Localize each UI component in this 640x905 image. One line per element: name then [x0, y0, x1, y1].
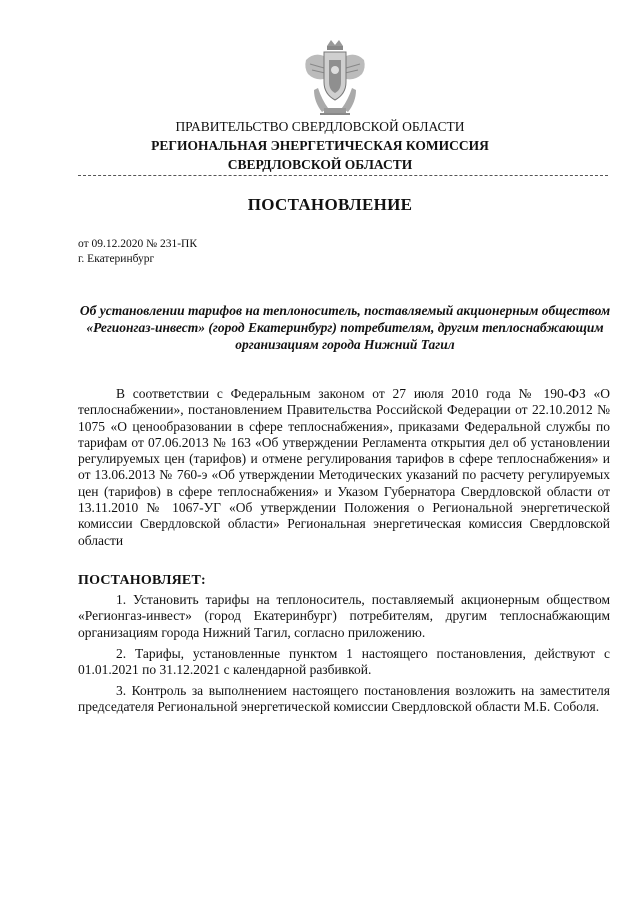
document-date-number: от 09.12.2020 № 231-ПК	[78, 238, 198, 250]
commission-region: СВЕРДЛОВСКОЙ ОБЛАСТИ	[227, 157, 413, 172]
document-subject: Об установлении тарифов на теплоноситель, поставляемый акционерным обществом «Регионгаз-инвест» (город Екатеринбург) потребителям, другим теплоснабжающим организациям города Нижний Тагил	[79, 303, 611, 352]
commission-name: РЕГИОНАЛЬНАЯ ЭНЕРГЕТИЧЕСКАЯ КОМИССИЯ	[151, 138, 489, 153]
decree-item-1: 1. Установить тарифы на теплоноситель, поставляемый акционерным обществом «Регионгаз-инвест» (город Екатеринбург) потребителям, другим теплоснабжающим организациям города Нижний Тагил, согласно приложению.	[78, 592, 610, 640]
document-title: ПОСТАНОВЛЕНИЕ	[247, 195, 413, 214]
decree-word: ПОСТАНОВЛЯЕТ:	[78, 573, 206, 588]
decree-item-3: 3. Контроль за выполнением настоящего постановления возложить на заместителя председателя Региональной энергетической комиссии Свердловской области М.Б. Соболя.	[78, 683, 610, 715]
coat-of-arms-icon	[300, 38, 370, 118]
document-city: г. Екатеринбург	[78, 253, 155, 265]
preamble-paragraph: В соответствии с Федеральным законом от 27 июля 2010 года № 190-ФЗ «О теплоснабжении», постановлением Правительства Российской Федерации от 22.10.2012 № 1075 «О ценообразовании в сфере теплоснабжения», приказами Федеральной службы по тарифам от 07.06.2013 № 163 «Об утверждении Регламента открытия дел об установлении регулируемых цен (тарифов) и отмене регулирования тарифов в сфере теплоснабжения» и от 13.06.2013 № 760-э «Об утверждении Методических указаний по расчету регулируемых цен (тарифов) в сфере теплоснабжения» и Указом Губернатора Свердловской области от 13.11.2010 № 1067-УГ «Об утверждении Положения о Региональной энергетической комиссии Свердловской области» Региональная энергетическая комиссия Свердловской области	[78, 386, 610, 548]
decree-item-2: 2. Тарифы, установленные пунктом 1 настоящего постановления, действуют с 01.01.2021 по 31.12.2021 с календарной разбивкой.	[78, 646, 610, 678]
government-name: ПРАВИТЕЛЬСТВО СВЕРДЛОВСКОЙ ОБЛАСТИ	[175, 119, 465, 134]
header-divider	[78, 175, 608, 176]
